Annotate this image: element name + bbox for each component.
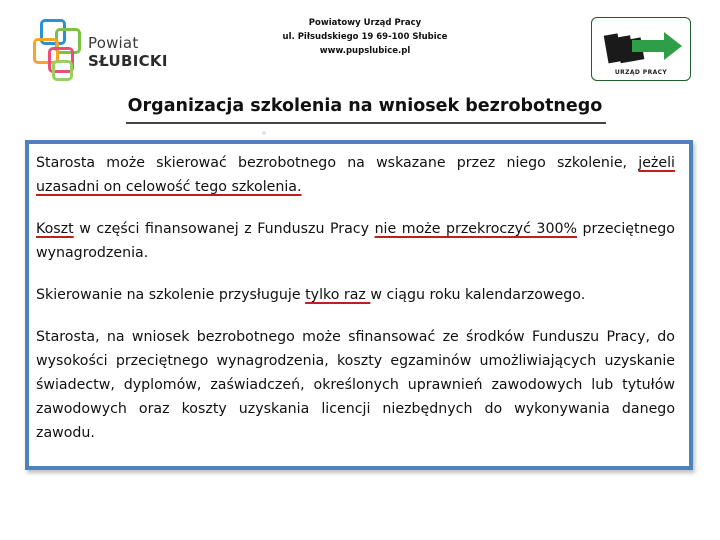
paragraph-referral: [36, 151, 675, 199]
office-address-block: [240, 16, 490, 58]
frequency-text-end: w ciągu roku kalendarzowego.: [370, 287, 586, 303]
paragraph-frequency: [36, 283, 675, 307]
cost-limit-highlight: nie może przekroczyć 300%: [374, 221, 577, 237]
frequency-text: Skierowanie na szkolenie przysługuje: [36, 287, 306, 303]
office-street: ul. Piłsudskiego 19 69-100 Słubice: [282, 32, 448, 42]
urzad-pracy-arrow-icon: [598, 24, 684, 68]
cost-text-end: przeciętnego wynagrodzenia.: [36, 221, 675, 261]
office-website: www.pupslubice.pl: [319, 46, 411, 56]
decorative-dot: [262, 131, 266, 135]
logo-text-powiat: Powiat: [88, 34, 139, 52]
paragraph-cost-limit: [36, 217, 675, 265]
paragraph-exam-costs: Starosta, na wniosek bezrobotnego może sfinansować ze środków Funduszu Pracy, do wysokości przeciętnego wynagrodzenia, koszty egzaminów umożliwiających uzyskanie świadectw, dyplomów, zaświadczeń, określonych uprawnień zawodowych lub tytułów zawodowych oraz koszty uzyskania licencji niezbędnych do wykonywania danego zawodu.: [36, 329, 675, 441]
title-underline: [126, 122, 606, 124]
cost-text: w części finansowanej z Funduszu Pracy: [73, 221, 375, 237]
urzad-pracy-logo: [591, 17, 691, 81]
content-box: [25, 140, 693, 470]
powiat-slubicki-logo: [30, 16, 172, 82]
slide-title: Organizacja szkolenia na wniosek bezrobotnego: [127, 96, 603, 116]
urzad-pracy-label: URZĄD PRACY: [614, 69, 668, 76]
logo-square-lime-icon: [52, 60, 73, 81]
logo-text-slubicki: SŁUBICKI: [88, 52, 168, 70]
paragraph-referral-text: Starosta może skierować bezrobotnego na wskazane przez niego szkolenie,: [36, 155, 639, 171]
paragraph-referral-condition: jeżeli uzasadni on celowość tego szkolenia.: [36, 155, 675, 195]
office-name: Powiatowy Urząd Pracy: [308, 18, 422, 28]
cost-keyword: Koszt: [36, 221, 74, 237]
frequency-highlight: tylko raz: [305, 287, 371, 303]
